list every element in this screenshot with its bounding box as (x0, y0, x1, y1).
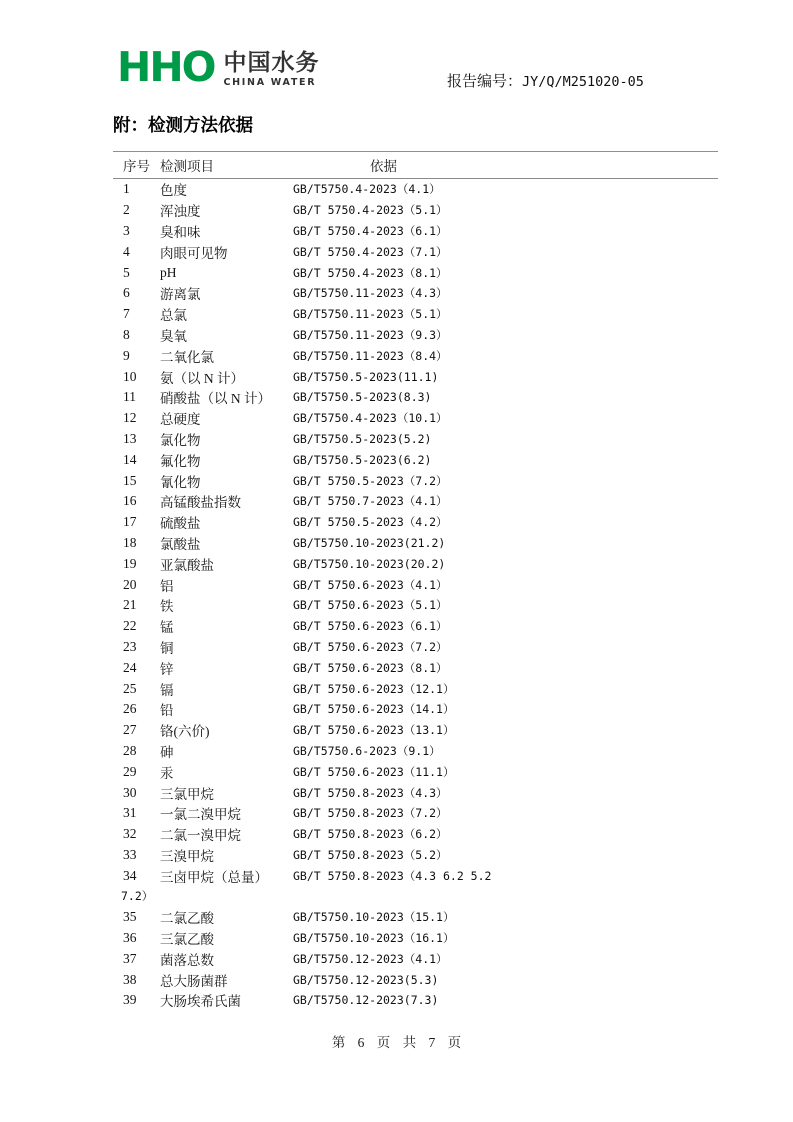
table-row (113, 699, 718, 720)
row-index: 27 (123, 722, 137, 738)
table-row (113, 533, 718, 554)
logo-en-name: CHINA WATER (223, 77, 317, 88)
row-basis: GB/T5750.4-2023（10.1） (293, 411, 448, 426)
row-index: 9 (123, 347, 130, 363)
report-number-value: JY/Q/M251020-05 (522, 74, 644, 90)
row-index: 8 (123, 326, 130, 342)
row-basis: GB/T5750.11-2023（5.1） (293, 307, 448, 322)
row-index: 35 (123, 909, 137, 925)
row-index: 26 (123, 701, 137, 717)
table-row (113, 241, 718, 262)
logo-cn-name: 中国水务 (223, 50, 320, 76)
table-row (113, 741, 718, 762)
row-index: 15 (123, 472, 137, 488)
table-header-row (113, 151, 718, 179)
row-basis: GB/T5750.10-2023（15.1） (293, 910, 455, 925)
table-row (113, 262, 718, 283)
page-footer: 第 6 页 共 7 页 (331, 1035, 462, 1050)
table-row (113, 720, 718, 741)
table-row (113, 637, 718, 658)
row-index: 31 (123, 805, 137, 821)
row-index: 39 (123, 992, 137, 1008)
row-basis: GB/T5750.5-2023(11.1) (293, 369, 439, 384)
table-row (113, 907, 718, 928)
row-basis: GB/T 5750.8-2023（5.2） (293, 847, 448, 862)
row-basis: GB/T 5750.4-2023（5.1） (293, 203, 448, 218)
row-index: 30 (123, 784, 137, 800)
row-basis: GB/T 5750.6-2023（6.1） (293, 619, 448, 634)
row-item: 硫酸盐 (160, 516, 201, 532)
row-basis: GB/T 5750.6-2023（5.1） (293, 598, 448, 613)
section-title: 附：检测方法依据 (113, 116, 253, 136)
row-basis: GB/T 5750.8-2023（4.3 6.2 5.2 (293, 868, 492, 883)
row-item: 亚氯酸盐 (160, 557, 214, 573)
row-item: 臭氧 (160, 328, 187, 344)
table-row (113, 803, 718, 824)
row-basis: GB/T 5750.8-2023（4.3） (293, 785, 448, 800)
table-row (113, 429, 718, 450)
row-index: 3 (123, 222, 130, 238)
row-item: 氨（以 N 计） (160, 370, 244, 386)
row-index: 21 (123, 597, 137, 613)
row-item: 三卤甲烷（总量） (160, 869, 268, 885)
row-index: 23 (123, 638, 137, 654)
methods-table (113, 151, 718, 1011)
row-index: 37 (123, 950, 137, 966)
row-item: 镉 (160, 682, 174, 698)
row-item: 氰化物 (160, 474, 201, 490)
table-row (113, 574, 718, 595)
row-basis: GB/T 5750.5-2023（7.2） (293, 473, 448, 488)
table-row (113, 553, 718, 574)
row-basis: GB/T 5750.6-2023（14.1） (293, 702, 455, 717)
table-row (113, 512, 718, 533)
row-item: 三氯甲烷 (160, 786, 214, 802)
row-index: 5 (123, 264, 130, 280)
table-row (113, 678, 718, 699)
table-row (113, 845, 718, 866)
table-row (113, 928, 718, 949)
row-index: 24 (123, 659, 137, 675)
row-basis: GB/T5750.5-2023(6.2) (293, 452, 432, 467)
row-item: 臭和味 (160, 224, 201, 240)
row-index: 28 (123, 742, 137, 758)
row-basis: GB/T5750.4-2023（4.1） (293, 182, 441, 197)
row-index: 29 (123, 763, 137, 779)
logo-hho-text: HHO (117, 43, 215, 91)
row-basis: GB/T5750.5-2023(8.3) (293, 390, 432, 405)
table-row (113, 782, 718, 803)
table-row (113, 761, 718, 782)
table-row (113, 595, 718, 616)
row-index: 34 (123, 867, 137, 883)
row-item: 总氯 (160, 308, 187, 324)
row-basis: GB/T 5750.6-2023（4.1） (293, 577, 448, 592)
table-row (113, 657, 718, 678)
row-index: 32 (123, 826, 137, 842)
row-index: 6 (123, 285, 130, 301)
table-row (113, 179, 718, 200)
row-index: 12 (123, 410, 137, 426)
table-row (113, 283, 718, 304)
report-number-label: 报告编号： (447, 74, 523, 90)
row-basis: GB/T5750.10-2023(21.2) (293, 535, 446, 550)
row-basis: GB/T 5750.7-2023（4.1） (293, 494, 448, 509)
row-index: 16 (123, 493, 137, 509)
row-item: 菌落总数 (160, 952, 214, 968)
row-item: 三溴甲烷 (160, 848, 214, 864)
row-item: 二氯乙酸 (160, 911, 214, 927)
row-index: 33 (123, 846, 137, 862)
row-item: 游离氯 (160, 287, 201, 303)
row-index: 1 (123, 181, 130, 197)
row-item: 二氧化氯 (160, 349, 214, 365)
row-item: 色度 (160, 183, 187, 199)
row-basis: GB/T5750.11-2023（8.4） (293, 348, 448, 363)
row-item: 铁 (160, 599, 174, 615)
row-item: 铝 (160, 578, 174, 594)
row-basis: GB/T5750.12-2023(7.3) (293, 993, 439, 1008)
table-row (113, 325, 718, 346)
report-number (447, 70, 644, 91)
row-basis: GB/T5750.11-2023（4.3） (293, 286, 448, 301)
table-row (113, 449, 718, 470)
row-basis: GB/T 5750.4-2023（7.1） (293, 244, 448, 259)
row-index: 18 (123, 534, 137, 550)
table-row (113, 366, 718, 387)
company-logo (117, 43, 320, 91)
row-item: 三氯乙酸 (160, 932, 214, 948)
row-item: 大肠埃希氏菌 (160, 994, 241, 1010)
table-row (113, 865, 718, 886)
table-row (113, 200, 718, 221)
row-item: 肉眼可见物 (160, 245, 228, 261)
table-row (113, 990, 718, 1011)
table-row (113, 824, 718, 845)
row-item: 高锰酸盐指数 (160, 495, 241, 511)
row-item: 氯酸盐 (160, 536, 201, 552)
row-item: 砷 (160, 744, 174, 760)
row-item: 硝酸盐（以 N 计） (160, 391, 271, 407)
col-header-index: 序号 (123, 159, 150, 174)
row-item: 氯化物 (160, 432, 201, 448)
row-index: 38 (123, 971, 137, 987)
table-row (113, 304, 718, 325)
table-row (113, 221, 718, 242)
row-basis: GB/T 5750.6-2023（11.1） (293, 764, 455, 779)
table-row (113, 408, 718, 429)
row-basis: GB/T5750.10-2023(20.2) (293, 556, 446, 571)
table-row (113, 491, 718, 512)
row-item: 铜 (160, 640, 174, 656)
table-row (113, 387, 718, 408)
row-basis: GB/T5750.12-2023(5.3) (293, 972, 439, 987)
row-basis: GB/T 5750.8-2023（6.2） (293, 827, 448, 842)
row-basis: GB/T 5750.4-2023（8.1） (293, 265, 448, 280)
table-body (113, 179, 718, 1011)
table-row-continuation: 7.2） (121, 889, 154, 904)
row-index: 14 (123, 451, 137, 467)
table-row (113, 948, 718, 969)
row-item: 氟化物 (160, 453, 201, 469)
row-basis: GB/T 5750.6-2023（8.1） (293, 660, 448, 675)
row-index: 36 (123, 930, 137, 946)
row-index: 17 (123, 514, 137, 530)
row-item: pH (160, 264, 177, 280)
row-basis: GB/T5750.6-2023（9.1） (293, 743, 441, 758)
row-index: 20 (123, 576, 137, 592)
row-basis: GB/T 5750.6-2023（12.1） (293, 681, 455, 696)
row-item: 总硬度 (160, 412, 201, 428)
row-index: 7 (123, 306, 130, 322)
row-basis: GB/T5750.10-2023（16.1） (293, 931, 455, 946)
row-item: 锌 (160, 661, 174, 677)
row-basis: GB/T 5750.6-2023（13.1） (293, 723, 455, 738)
row-index: 10 (123, 368, 137, 384)
row-basis: GB/T 5750.8-2023（7.2） (293, 806, 448, 821)
row-basis: GB/T5750.12-2023（4.1） (293, 951, 448, 966)
row-index: 13 (123, 430, 137, 446)
row-item: 铬(六价) (160, 724, 210, 740)
row-basis: GB/T 5750.5-2023（4.2） (293, 515, 448, 530)
row-index: 2 (123, 202, 130, 218)
table-row (113, 616, 718, 637)
row-index: 25 (123, 680, 137, 696)
logo-names (223, 51, 319, 88)
row-item: 一氯二溴甲烷 (160, 807, 241, 823)
row-item: 二氯一溴甲烷 (160, 828, 241, 844)
row-item: 总大肠菌群 (160, 973, 228, 989)
row-basis: GB/T 5750.6-2023（7.2） (293, 639, 448, 654)
row-item: 汞 (160, 765, 174, 781)
row-item: 浑浊度 (160, 204, 201, 220)
row-index: 19 (123, 555, 137, 571)
row-item: 铅 (160, 703, 174, 719)
row-basis: GB/T 5750.4-2023（6.1） (293, 223, 448, 238)
row-basis: GB/T5750.11-2023（9.3） (293, 327, 448, 342)
col-header-basis: 依据 (370, 159, 397, 174)
row-index: 22 (123, 618, 137, 634)
row-index: 4 (123, 243, 130, 259)
row-index: 11 (123, 389, 136, 405)
col-header-item: 检测项目 (160, 159, 214, 174)
table-row (113, 969, 718, 990)
table-row (113, 345, 718, 366)
row-basis: GB/T5750.5-2023(5.2) (293, 431, 432, 446)
row-item: 锰 (160, 620, 174, 636)
table-row (113, 470, 718, 491)
